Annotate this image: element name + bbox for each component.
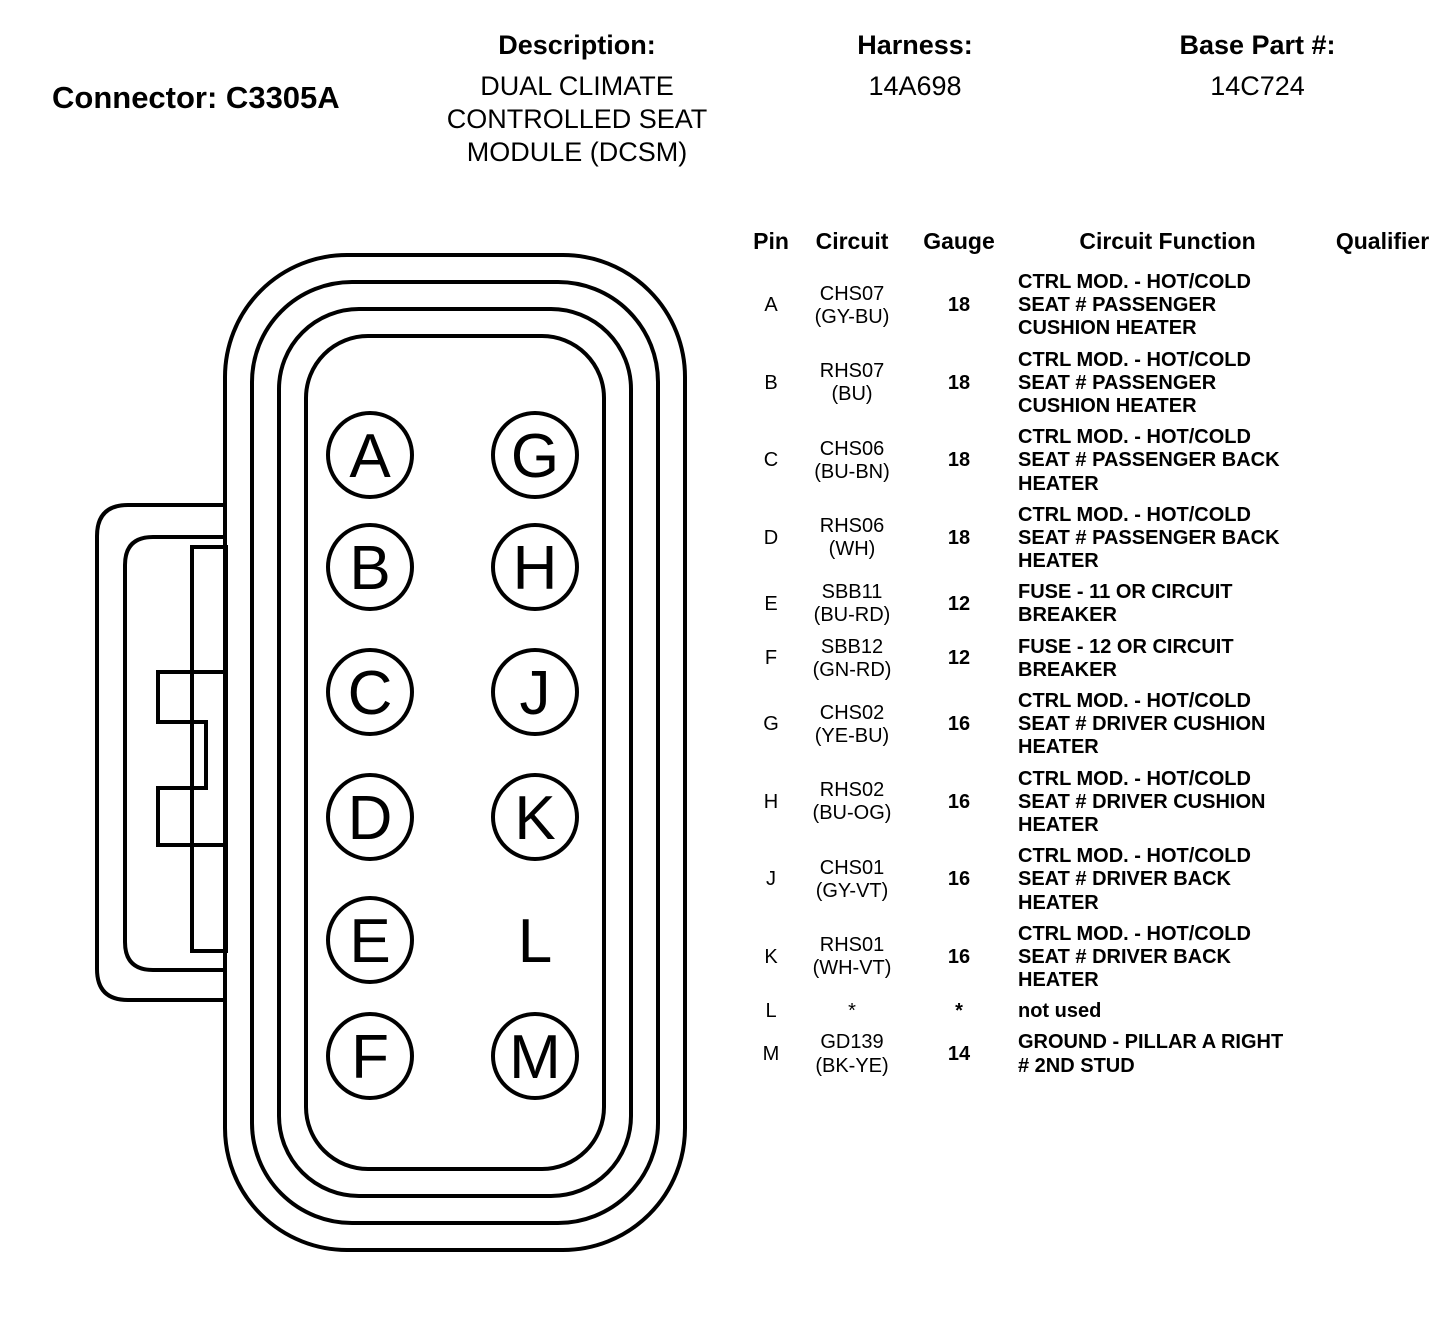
function-text: CTRL MOD. - HOT/COLD SEAT # PASSENGER BACK HEATER <box>1018 426 1280 495</box>
row-f-qualifier <box>1325 632 1440 686</box>
row-h-qualifier <box>1325 764 1440 842</box>
row-g-function <box>1010 686 1325 764</box>
harness-label: Harness: <box>857 30 973 60</box>
function-text: CTRL MOD. - HOT/COLD SEAT # DRIVER BACK HEATER <box>1018 922 1251 992</box>
circuit-code: GD139 <box>820 1031 884 1054</box>
row-d-circuit <box>796 500 908 578</box>
row-k-qualifier <box>1325 919 1440 997</box>
row-j-qualifier <box>1325 841 1440 919</box>
harness-value: 14A698 <box>868 71 962 101</box>
row-a-gauge: 18 <box>947 294 971 317</box>
function-text: CTRL MOD. - HOT/COLD SEAT # DRIVER CUSHION HEATER <box>1018 690 1266 759</box>
row-d-qualifier <box>1325 500 1440 578</box>
harness-block <box>800 30 1030 103</box>
row-c-circuit <box>796 422 908 500</box>
row-m-circuit <box>796 1027 908 1081</box>
wire-color: (BU-RD) <box>813 604 891 627</box>
function-text: CTRL MOD. - HOT/COLD SEAT # PASSENGER CUSHION HEATER <box>1018 271 1251 340</box>
connector-housing <box>97 255 685 1250</box>
row-m-pin: M <box>762 1043 780 1066</box>
pin-b-label: B <box>349 534 391 603</box>
circuit-code: CHS02 <box>819 701 885 724</box>
row-g-qualifier <box>1325 686 1440 764</box>
function-text: CTRL MOD. - HOT/COLD SEAT # DRIVER CUSHION HEATER <box>1018 767 1266 836</box>
wire-color: (BK-YE) <box>815 1054 889 1077</box>
mounting-tab-rail <box>192 547 226 951</box>
col-header-pin: Pin <box>753 228 789 254</box>
row-b-gauge: 18 <box>947 371 971 394</box>
row-h-function <box>1010 764 1325 842</box>
pin-e-label: E <box>349 907 391 976</box>
wire-color: (WH) <box>828 538 876 561</box>
row-a-circuit <box>796 267 908 345</box>
row-h-circuit <box>796 764 908 842</box>
row-c-qualifier <box>1325 422 1440 500</box>
function-text: CTRL MOD. - HOT/COLD SEAT # DRIVER BACK HEATER <box>1018 845 1251 914</box>
row-a-qualifier <box>1325 267 1440 345</box>
function-text: CTRL MOD. - HOT/COLD SEAT # PASSENGER CUSHION HEATER <box>1018 348 1251 417</box>
pin-j-label: J <box>519 659 551 728</box>
description-block <box>432 30 722 169</box>
row-f-pin: F <box>764 647 778 670</box>
row-a-pin: A <box>764 294 778 317</box>
description-label: Description: <box>498 30 656 60</box>
row-b-circuit <box>796 345 908 423</box>
function-text: FUSE - 12 OR CIRCUIT BREAKER <box>1018 635 1234 681</box>
pin-d-label: D <box>347 784 393 853</box>
pin-a-label: A <box>349 422 391 491</box>
row-b-pin: B <box>764 371 778 394</box>
connector-diagram <box>80 240 720 1290</box>
row-f-circuit <box>796 632 908 686</box>
circuit-code: RHS02 <box>819 779 885 802</box>
col-header-function: Circuit Function <box>1079 228 1256 254</box>
wire-color: (GY-VT) <box>815 879 889 902</box>
base-part-value: 14C724 <box>1210 71 1305 101</box>
circuit-code: RHS06 <box>819 515 885 538</box>
row-k-circuit <box>796 919 908 997</box>
row-c-pin: C <box>763 449 779 472</box>
function-text: GROUND - PILLAR A RIGHT # 2ND STUD <box>1018 1031 1284 1077</box>
wire-color: (BU-BN) <box>814 460 890 483</box>
col-header-qualifier: Qualifier <box>1335 228 1430 254</box>
row-c-gauge: 18 <box>947 449 971 472</box>
row-m-gauge: 14 <box>947 1043 971 1066</box>
row-m-qualifier <box>1325 1027 1440 1081</box>
row-g-circuit <box>796 686 908 764</box>
function-text: CTRL MOD. - HOT/COLD SEAT # PASSENGER BACK HEATER <box>1018 503 1280 573</box>
row-j-circuit <box>796 841 908 919</box>
row-b-function <box>1010 345 1325 423</box>
row-l-circuit <box>796 996 908 1027</box>
row-d-gauge: 18 <box>947 526 971 549</box>
pin-h-label: H <box>512 534 558 603</box>
wire-color: (WH-VT) <box>812 957 892 980</box>
page-title: Connector: C3305A <box>52 80 340 115</box>
row-d-pin: D <box>763 526 779 549</box>
pin-l-label: L <box>517 907 553 976</box>
wire-color: (YE-BU) <box>814 724 890 747</box>
row-d-function <box>1010 500 1325 578</box>
circuit-code: SBB11 <box>821 581 883 604</box>
row-g-gauge: 16 <box>947 713 971 736</box>
row-e-gauge: 12 <box>947 592 971 615</box>
circuit-code: CHS06 <box>819 437 885 460</box>
row-h-gauge: 16 <box>947 790 971 813</box>
row-k-gauge: 16 <box>947 945 971 968</box>
circuit-code: RHS07 <box>819 360 885 383</box>
base-part-label: Base Part #: <box>1179 30 1336 60</box>
circuit-code: CHS07 <box>819 282 885 305</box>
row-f-function <box>1010 632 1325 686</box>
row-e-circuit <box>796 577 908 631</box>
row-m-function <box>1010 1027 1325 1081</box>
pin-f-label: F <box>351 1023 389 1092</box>
function-text: not used <box>1018 1000 1102 1023</box>
wire-color: (GN-RD) <box>812 658 892 681</box>
row-j-pin: J <box>766 868 776 891</box>
row-l-function <box>1010 996 1325 1027</box>
housing-outline-2 <box>252 282 658 1223</box>
base-part-block <box>1140 30 1375 103</box>
row-e-pin: E <box>764 592 778 615</box>
function-text: FUSE - 11 OR CIRCUIT BREAKER <box>1018 581 1233 627</box>
pin-c-label: C <box>347 659 393 728</box>
row-e-function <box>1010 577 1325 631</box>
housing-outline-1 <box>225 255 685 1250</box>
wire-color: (GY-BU) <box>814 305 890 328</box>
col-header-circuit: Circuit <box>815 228 889 254</box>
row-j-gauge: 16 <box>947 868 971 891</box>
circuit-code: RHS01 <box>819 934 885 957</box>
row-h-pin: H <box>763 790 779 813</box>
pin-k-label: K <box>514 784 556 853</box>
pin-circles <box>328 413 577 1098</box>
row-l-gauge: * <box>955 1000 963 1023</box>
circuit-code: CHS01 <box>819 856 885 879</box>
row-k-pin: K <box>764 945 778 968</box>
pin-table <box>746 228 1440 1082</box>
row-l-pin: L <box>765 1000 777 1023</box>
row-b-qualifier <box>1325 345 1440 423</box>
col-header-gauge: Gauge <box>923 228 995 254</box>
row-j-function <box>1010 841 1325 919</box>
pin-m-label: M <box>509 1023 561 1092</box>
description-value: DUAL CLIMATE CONTROLLED SEAT MODULE (DCSM) <box>446 71 708 167</box>
row-g-pin: G <box>763 713 779 736</box>
row-a-function <box>1010 267 1325 345</box>
pin-labels <box>348 422 561 1092</box>
row-c-function <box>1010 422 1325 500</box>
row-k-function <box>1010 919 1325 997</box>
pin-g-label: G <box>510 422 560 491</box>
circuit-code: * <box>848 1000 856 1023</box>
row-l-qualifier <box>1325 996 1440 1027</box>
row-f-gauge: 12 <box>947 647 971 670</box>
mounting-tab-inner <box>125 537 225 970</box>
wire-color: (BU) <box>831 383 873 406</box>
circuit-code: SBB12 <box>820 635 884 658</box>
wire-color: (BU-OG) <box>812 802 892 825</box>
row-e-qualifier <box>1325 577 1440 631</box>
